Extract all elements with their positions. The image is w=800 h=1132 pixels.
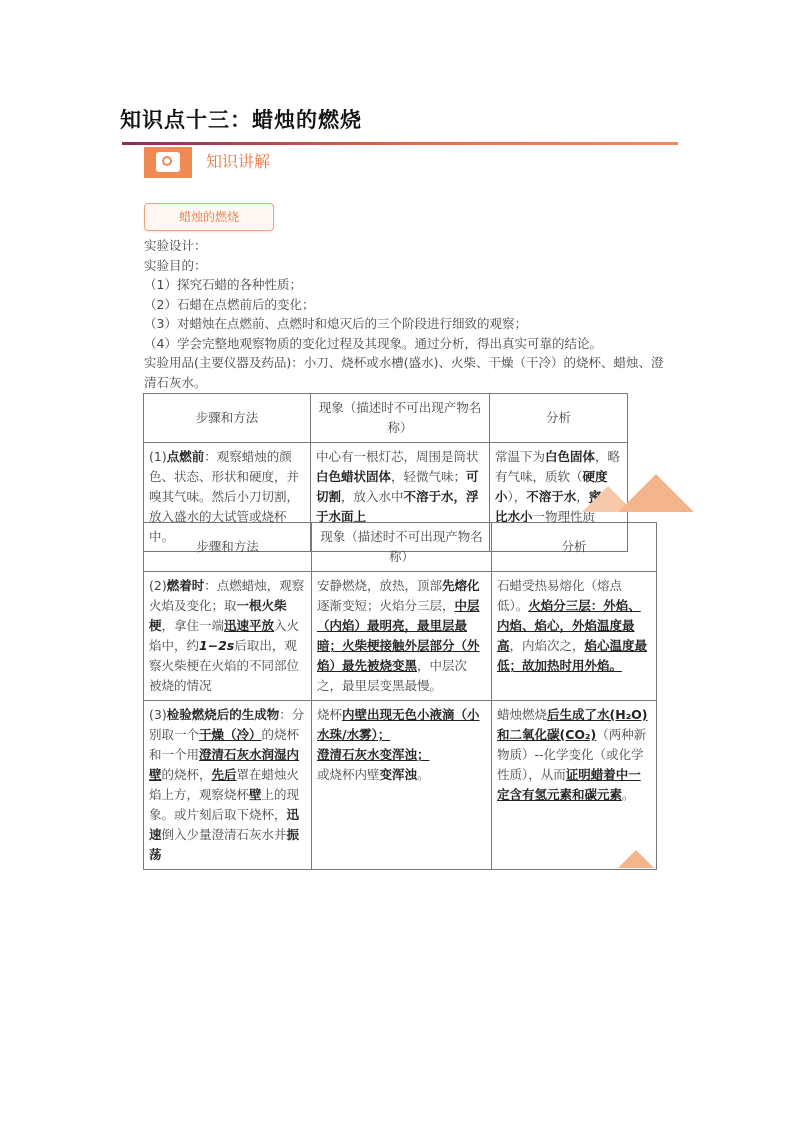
text: 的烧杯， [161,767,212,782]
bold-text: 迅速平放 [224,618,275,633]
table-header-row [144,523,657,572]
text: ，放入水中 [341,489,404,504]
intro-line: 实验目的： [144,257,207,273]
text: 中心有一根灯芯，周围是筒状 [316,449,479,464]
page-title: 知识点十三：蜡烛的燃烧 [120,107,362,132]
table-row [144,572,657,701]
bold-text: 内壁出现无色小液滴（小水珠/水雾）； [317,707,480,742]
step-title: 燃着时 [166,578,205,593]
bold-text: 先后 [211,767,237,782]
table-row [144,701,657,870]
text: ：分别取一个 [149,707,305,742]
step-text: ：观察蜡烛的颜色、状态、形状和硬度，并嗅其气味。然后小刀切割，放入盛水的大试管或烧杯中。 [149,449,300,544]
text: 上的现象。或片刻后取下烧杯， [149,787,300,822]
bold-text: 证明蜡着中一定含有氢元素和碳元素 [497,767,641,802]
bold-text: 1−2s [199,638,235,653]
text: 一物理性质 [532,509,596,524]
bold-text: 不溶于水，浮于水面上 [316,489,479,524]
text: 烧杯 [317,707,343,722]
bold-text: 振荡 [149,827,300,862]
bold-text: 硬度小 [495,469,608,504]
bold-text: 后生成了水(H₂O)和二氧化碳(CO₂) [497,707,648,742]
text: 蜡烛燃烧 [497,707,548,722]
step-number: (3) [149,707,167,722]
intro-text [144,236,664,392]
text: 罩在蜡烛火焰上方，观察烧杯 [149,767,300,802]
step-title: 点燃前 [166,449,205,464]
step-cell [144,701,312,870]
section-label: 蜡烛的燃烧 [144,203,274,231]
text: ，轻微气味； [391,469,467,484]
header-cell: 现象（描述时不可出现产物名称） [312,523,492,572]
text: 入火焰中，约 [149,618,300,653]
phenomenon-cell [312,572,492,701]
step-title: 检验燃烧后的生成物 [166,707,280,722]
bold-text: 壁 [249,787,262,802]
step-number: (1) [149,449,167,464]
bold-text: 不溶于水 [526,489,577,504]
text: ，内焰次之， [509,638,585,653]
step-cell [144,572,312,701]
text: ，中层次之，最里层变黑最慢。 [317,658,468,693]
bold-text: 可切割 [316,469,479,504]
bold-text: 密度比水小 [495,489,614,524]
bold-text: 焰心温度最低；故加热时用外焰。 [497,638,648,673]
intro-line: 实验设计： [144,238,207,253]
text: 。 [622,787,635,802]
bold-text: 先熔化 [442,578,480,593]
header-label: 知识讲解 [206,152,271,171]
header-cell: 分析 [492,523,657,572]
knowledge-header [122,142,678,178]
decorative-triangle [618,850,654,868]
header-cell: 分析 [490,394,628,443]
experiment-table-2 [143,522,657,870]
intro-line: （4）学会完整地观察物质的变化过程及其现象。通过分析，得出真实可靠的结论。 [144,335,602,351]
bold-text: 迅速 [149,807,300,842]
text: ：点燃蜡烛，观察火焰及变化；取 [149,578,305,613]
text: 。 [417,767,430,782]
phenomenon-cell [312,701,492,870]
header-cell: 步骤和方法 [144,394,311,443]
bold-text: 变浑浊 [379,767,418,782]
bold-text: 一根火柴梗 [149,598,287,633]
text: ，略有气味，质软（ [495,449,621,484]
table-header-row [144,394,628,443]
bold-text: 中层（内焰）最明亮，最里层最暗；火柴梗接触外层部分（外焰）最先被烧变黑 [317,598,480,673]
text: 后取出，观察火柴梗在火焰的不同部位被烧的情况 [149,638,300,693]
intro-line: 实验用品(主要仪器及药品)：小刀、烧杯或水槽(盛水)、火柴、干燥（干冷）的烧杯、蜡烛、澄清石灰水。 [144,355,664,390]
bold-text: 澄清石灰水变浑浊； [317,747,430,762]
text: 倒入少量澄清石灰水并 [161,827,287,842]
text: 安静燃烧，放热，顶部 [317,578,443,593]
step-number: (2) [149,578,167,593]
bold-text: 白色固体 [545,449,596,464]
intro-line: （2）石蜡在点燃前后的变化； [144,296,315,312]
decorative-triangle [618,474,694,512]
intro-line: （3）对蜡烛在点燃前、点燃时和熄灭后的三个阶段进行细致的观察； [144,316,527,331]
bold-text: 澄清石灰水润湿内壁 [149,747,300,782]
bold-text: 白色蜡状固体 [316,469,392,484]
text: 逐渐变短；火焰分三层， [317,598,455,613]
intro-line: （1）探究石蜡的各种性质； [144,277,302,292]
header-accent-line [122,142,678,145]
bold-text: 火焰分三层：外焰、内焰、焰心，外焰温度最高 [497,598,641,653]
header-cell: 步骤和方法 [144,523,312,572]
text: 或烧杯内壁 [317,767,380,782]
analysis-cell [492,572,657,701]
book-icon [144,147,192,178]
text: ，拿住一端 [161,618,225,633]
text: 石蜡受热易熔化（熔点低）。 [497,578,623,613]
text: 常温下为 [495,449,546,464]
bold-text: 干燥（冷） [199,727,262,742]
text: （两种新物质）--化学变化（或化学性质），从而 [497,727,647,782]
text: ， [576,489,589,504]
text: 的烧杯和一个用 [149,727,300,762]
text: ）， [507,489,527,504]
analysis-cell [492,701,657,870]
header-cell: 现象（描述时不可出现产物名称） [311,394,490,443]
